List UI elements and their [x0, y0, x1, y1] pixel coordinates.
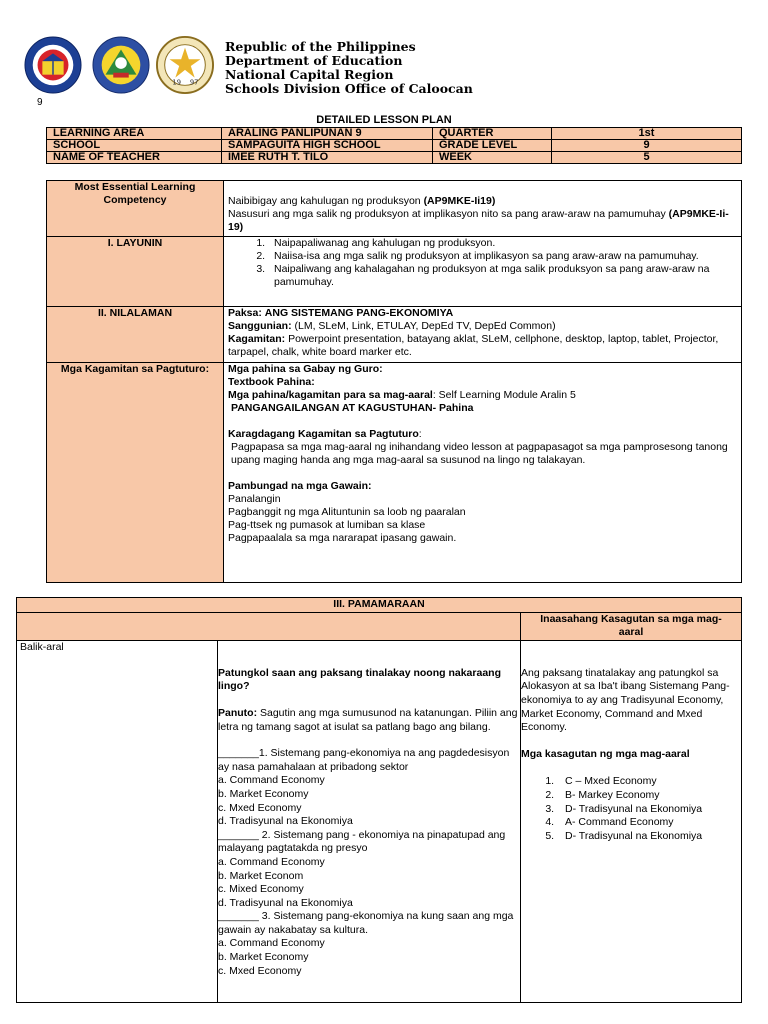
nilalaman-content [224, 307, 742, 363]
teacher-value: IMEE RUTH T. TILO [222, 152, 433, 164]
nilalaman-label: II. NILALAMAN [47, 307, 224, 363]
pamamaraan-table [16, 597, 742, 1003]
pahina-value: : Self Learning Module Aralin 5 [432, 389, 576, 401]
panuto-text: Sagutin ang mga sumusunod na katanungan. Piliin ang letra ng tamang sagot at isulat sa patlang bago ang bilang. [218, 706, 518, 733]
table-row [47, 140, 742, 152]
karagdagang-colon: : [418, 428, 422, 440]
learning-area-label: LEARNING AREA [47, 128, 222, 140]
page-number: 9 [37, 97, 43, 108]
list-item: b. Market Economy [218, 951, 309, 964]
deped-line: Department of Education [225, 53, 403, 68]
competency-line-1: Naibibigay ang kahulugan ng produksyon [228, 195, 421, 207]
list-item: 4. A- Command Economy [557, 816, 741, 830]
grade-label: GRADE LEVEL [433, 140, 552, 152]
list-item: a. Command Economy [218, 937, 325, 950]
competency-content [224, 181, 742, 237]
list-item: 2. Naiisa-isa ang mga salik ng produksyon at implikasyon sa pang araw-araw na pamumuhay. [268, 250, 738, 263]
sanggunian-label: Sanggunian: [228, 320, 292, 332]
list-item: a. Command Economy [218, 774, 325, 787]
inaasahang-header: Inaasahang Kasagutan sa mga mag-aaral [521, 612, 742, 640]
quarter-value: 1st [552, 128, 742, 140]
table-row [47, 363, 742, 583]
letterhead [225, 40, 473, 96]
republic-line: Republic of the Philippines [225, 39, 416, 54]
school-value: SAMPAGUITA HIGH SCHOOL [222, 140, 433, 152]
answer-paragraph: Ang paksang tinatalakay ang patungkol sa Alokasyon at sa Iba't ibang Sistemang Pang-ekonomiya to ay ang Tradisyunal Economy, Market Economy, Command and Mxed Economy. [521, 666, 730, 734]
table-row [47, 237, 742, 307]
seal-year-right: 97 [189, 78, 199, 87]
learning-area-value: ARALING PANLIPUNAN 9 [222, 128, 433, 140]
balik-aral-question: Patungkol saan ang paksang tinalakay noong nakaraang lingo? [218, 666, 501, 693]
list-item: 1. Naipapaliwanag ang kahulugan ng produksyon. [268, 237, 738, 250]
sdo-caloocan-seal-icon [92, 36, 150, 94]
layunin-content [224, 237, 742, 307]
kagamitan-value: Powerpoint presentation, batayang aklat, SLeM, cellphone, desktop, laptop, tablet, Projector, tarpapel, chalk, white board marker etc. [228, 333, 719, 358]
list-item: c. Mixed Economy [218, 883, 304, 896]
region-line: National Capital Region [225, 67, 394, 82]
question-1: _______1. Sistemang pang-ekonomiya na ang pagdedesisyon ay nasa pamahalaan at pribadong sektor [218, 747, 510, 773]
list-item: Pagpapaalala sa mga nararapat ipasang gawain. [228, 532, 457, 544]
list-item: d. Tradisyunal na Ekonomiya [218, 815, 353, 828]
karagdagang-label: Karagdagang Kagamitan sa Pagtuturo [228, 428, 419, 440]
competency-code-1: (AP9MKE-Ii19) [423, 195, 496, 207]
table-row [47, 181, 742, 237]
lesson-details-table [46, 180, 742, 583]
grade-value: 9 [552, 140, 742, 152]
table-row [47, 128, 742, 140]
answers-list [521, 775, 741, 843]
list-item: d. Tradisyunal na Ekonomiya [218, 896, 353, 909]
division-line: Schools Division Office of Caloocan [225, 81, 473, 96]
kasagutan-label: Mga kasagutan ng mga mag-aaral [521, 747, 690, 760]
list-item: b. Market Economy [218, 787, 309, 800]
list-item: c. Mxed Economy [218, 801, 302, 814]
deped-seal-icon [24, 36, 82, 94]
list-item: Panalangin [228, 493, 281, 505]
sampaguita-hs-seal-icon [156, 36, 214, 94]
document-title: DETAILED LESSON PLAN [316, 114, 452, 126]
pahina-label: Mga pahina/kagamitan para sa mag-aaral [228, 389, 433, 401]
pangangailangan-line: PANGANGAILANGAN AT KAGUSTUHAN- Pahina [231, 402, 474, 414]
header-logos [24, 36, 214, 94]
list-item: 1. C – Mxed Economy [557, 775, 741, 789]
question-3: _______ 3. Sistemang pang-ekonomiya na kung saan ang mga gawain ay nakabatay sa kultura. [218, 910, 514, 936]
kagamitan-label: Kagamitan: [228, 333, 286, 345]
table-row [47, 152, 742, 164]
list-item: Pagbanggit ng mga Alituntunin sa loob ng paaralan [228, 506, 466, 518]
competency-line-2: Nasusuri ang mga salik ng produksyon at implikasyon nito sa pang araw-araw na pamumuhay [228, 208, 666, 220]
list-item: 3. D- Tradisyunal na Ekonomiya [557, 803, 741, 817]
kagamitan-pagtuturo-label: Mga Kagamitan sa Pagtuturo: [47, 363, 224, 583]
list-item: 5. D- Tradisyunal na Ekonomiya [557, 830, 741, 844]
table-row [17, 598, 742, 613]
list-item: 3. Naipaliwang ang kahalagahan ng produksyon at mga salik produksyon sa pang araw-araw na pamumuhay. [268, 263, 738, 289]
list-item: a. Command Economy [218, 855, 325, 868]
paksa-value: ANG SISTEMANG PANG-EKONOMIYA [264, 307, 454, 319]
week-value: 5 [552, 152, 742, 164]
list-item: 2. B- Markey Economy [557, 789, 741, 803]
gabay-line: Mga pahina sa Gabay ng Guro: [228, 363, 383, 375]
panuto-label: Panuto: [218, 706, 258, 719]
competency-code-2: (AP9MKE-Ii-19) [228, 208, 729, 233]
school-label: SCHOOL [47, 140, 222, 152]
table-row [17, 640, 742, 1002]
list-item: b. Market Econom [218, 869, 304, 882]
week-label: WEEK [433, 152, 552, 164]
competency-label: Most Essential Learning Competency [47, 181, 224, 237]
sanggunian-value: (LM, SLeM, Link, ETULAY, DepEd TV, DepEd Common) [294, 320, 556, 332]
list-item: Pag-ttsek ng pumasok at lumiban sa klase [228, 519, 426, 531]
seal-year-left: 19 [172, 78, 182, 87]
pamamaraan-blank-header [17, 612, 521, 640]
list-item: c. Mxed Economy [218, 964, 302, 977]
teacher-label: NAME OF TEACHER [47, 152, 222, 164]
pamamaraan-title: III. PAMAMARAAN [17, 598, 742, 613]
table-row [47, 307, 742, 363]
pambungad-label: Pambungad na mga Gawain: [228, 480, 372, 492]
layunin-label: I. LAYUNIN [47, 237, 224, 307]
balik-aral-label: Balik-aral [17, 640, 218, 1002]
balik-aral-content [218, 640, 521, 1002]
kagamitan-pagtuturo-content [224, 363, 742, 583]
paksa-label: Paksa: [228, 307, 262, 319]
inaasahang-content [521, 640, 742, 1002]
table-row [17, 612, 742, 640]
textbook-line: Textbook Pahina: [228, 376, 315, 388]
question-2: _______ 2. Sistemang pang - ekonomiya na pinapatupad ang malayang pagtatakda ng presyo [218, 828, 506, 855]
info-table [46, 127, 742, 164]
quarter-label: QUARTER [433, 128, 552, 140]
karagdagang-text: Pagpapasa sa mga mag-aaral ng inihandang video lesson at pagpapasagot sa mga pamprosesong tanong upang maging handa ang mga mag-aaral sa susunod na lingo ng talakayan. [231, 441, 728, 466]
layunin-list [228, 237, 738, 289]
